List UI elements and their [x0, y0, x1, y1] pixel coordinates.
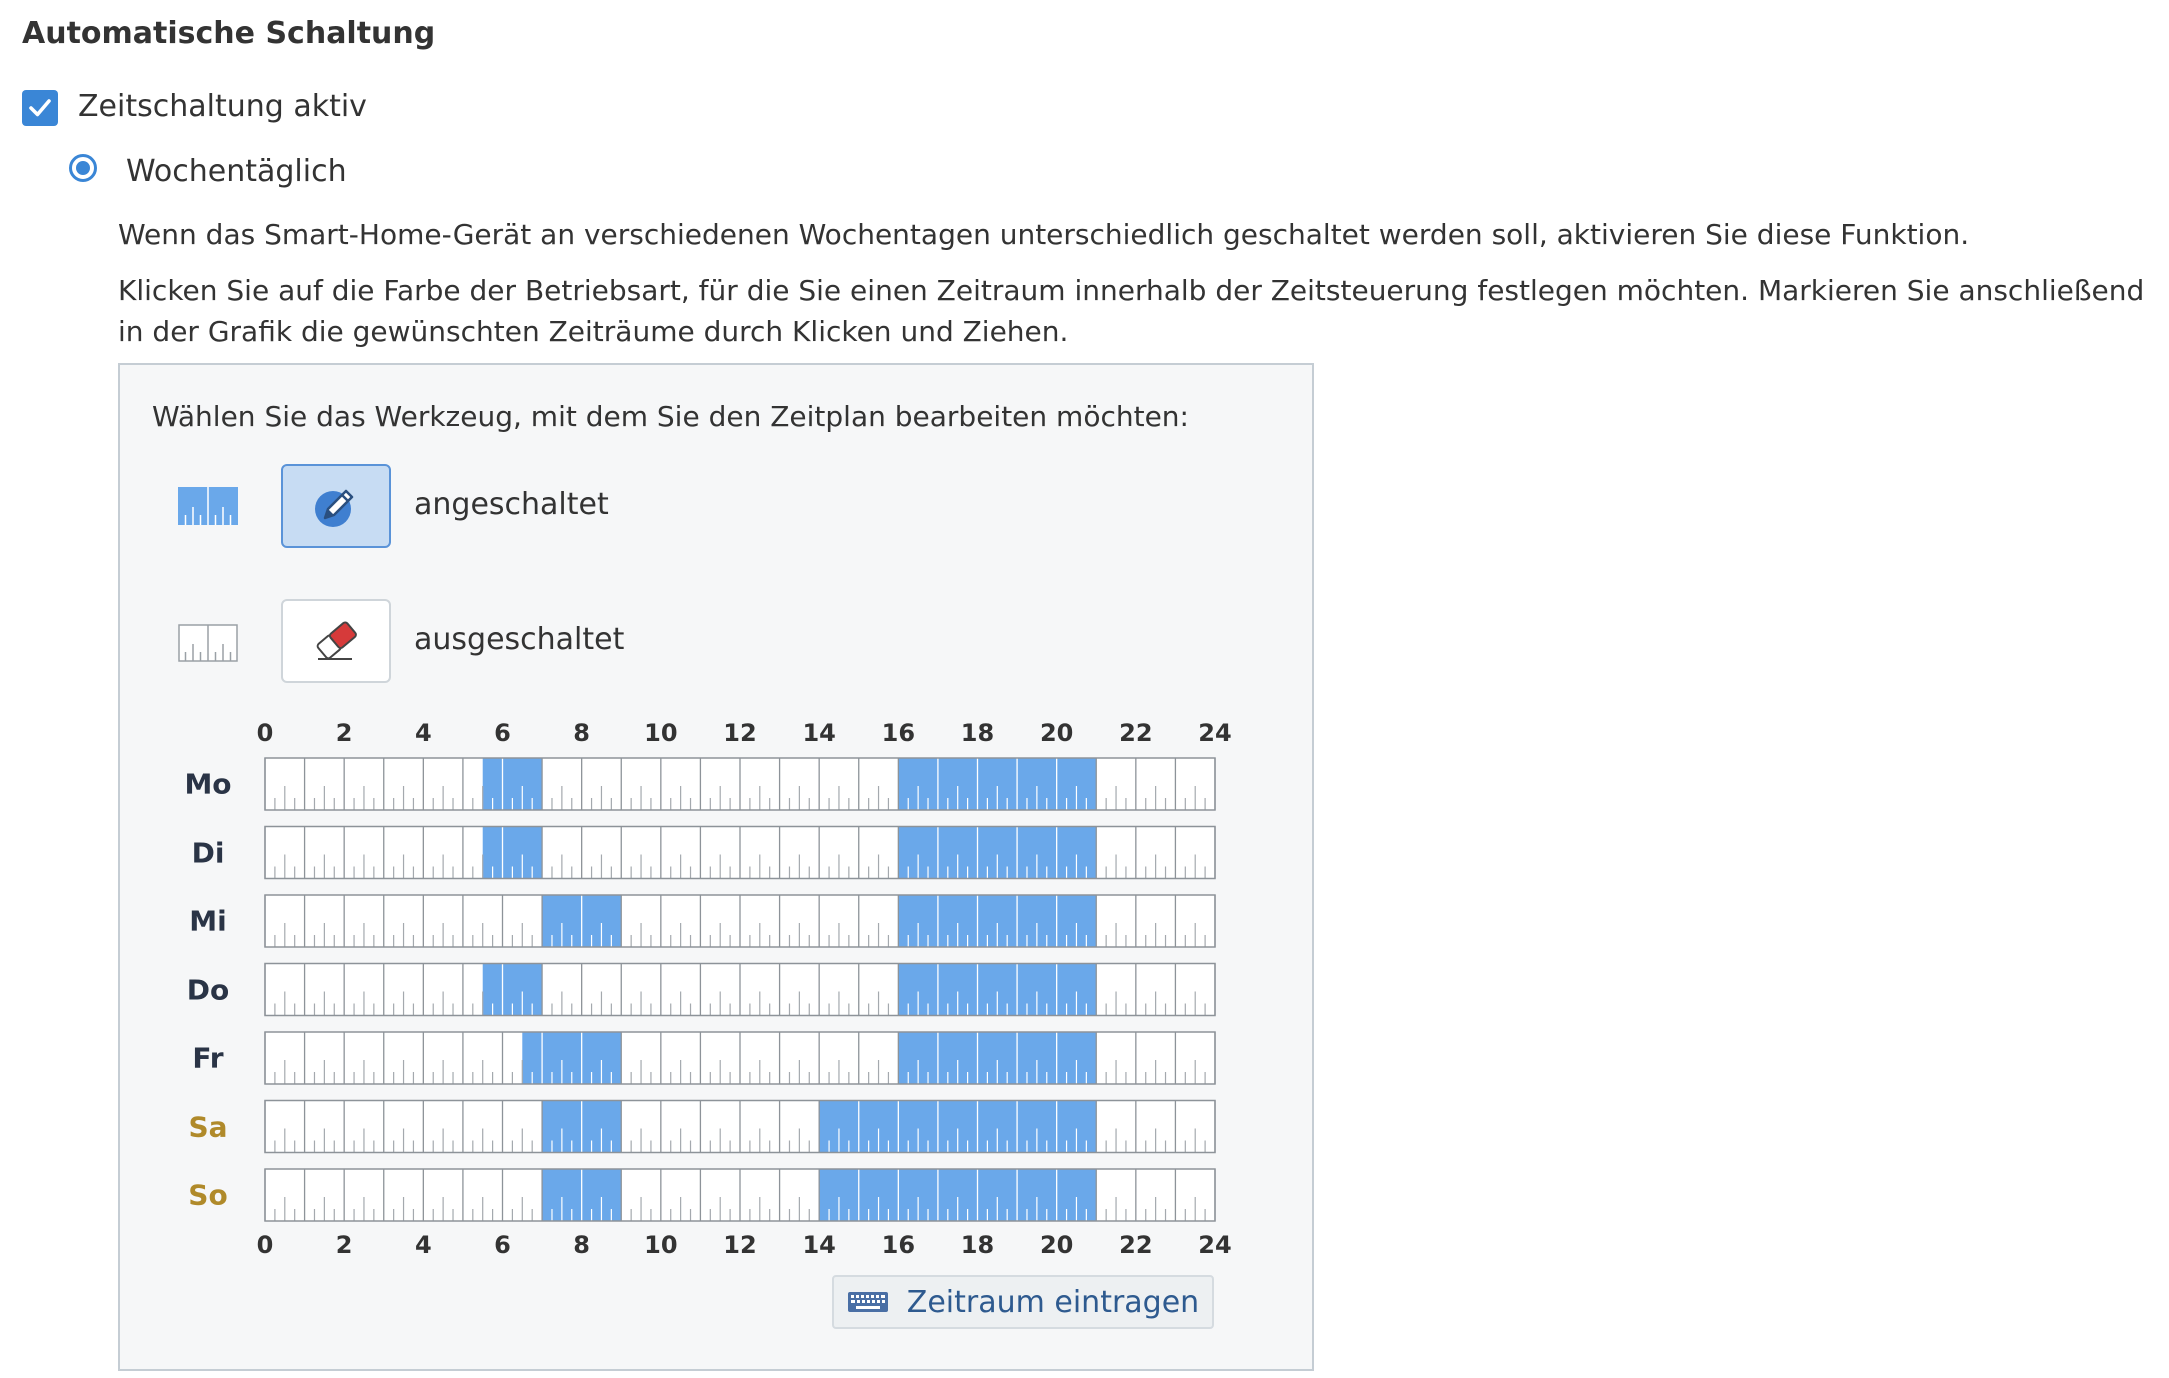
top-axis-tick-16: 16 [881, 719, 916, 747]
on-tool-label: angeschaltet [414, 487, 609, 522]
schedule-row-so[interactable] [265, 1169, 1215, 1221]
bottom-axis-tick-20: 20 [1039, 1231, 1074, 1259]
bottom-axis-tick-0: 0 [256, 1231, 274, 1259]
top-axis-tick-18: 18 [960, 719, 995, 747]
day-label-do: Do [186, 973, 230, 1006]
schedule-row-mi[interactable] [265, 895, 1215, 947]
bottom-axis-tick-24: 24 [1198, 1231, 1232, 1259]
day-label-so: So [188, 1178, 228, 1212]
schedule-row-do[interactable] [265, 964, 1215, 1016]
section-title: Automatische Schaltung [22, 16, 436, 51]
top-axis-tick-4: 4 [414, 719, 432, 747]
bottom-axis-tick-12: 12 [723, 1231, 757, 1259]
bottom-axis-tick-2: 2 [335, 1231, 353, 1259]
bottom-axis-tick-16: 16 [881, 1231, 916, 1259]
description-text: Wenn das Smart-Home-Gerät an verschiedenen Wochentagen unterschiedlich geschaltet werden soll, aktivieren Sie diese Funktion. [118, 218, 1970, 251]
enter-period-label: Zeitraum eintragen [906, 1284, 1200, 1320]
bottom-axis-tick-22: 22 [1119, 1231, 1153, 1259]
pencil-tool-button[interactable] [281, 464, 391, 548]
top-axis-tick-8: 8 [573, 719, 591, 747]
top-axis-tick-24: 24 [1198, 719, 1232, 747]
keyboard-icon [847, 1291, 889, 1313]
weekly-schedule-grid[interactable] [265, 758, 1215, 1226]
top-axis-tick-14: 14 [802, 719, 836, 747]
bottom-axis-tick-8: 8 [573, 1231, 591, 1259]
top-axis-tick-2: 2 [335, 719, 353, 747]
top-axis-tick-6: 6 [494, 719, 511, 747]
weekly-radio-label[interactable]: Wochentäglich [126, 154, 347, 189]
off-tool-label: ausgeschaltet [414, 622, 625, 657]
timer-active-label[interactable]: Zeitschaltung aktiv [78, 89, 367, 124]
eraser-icon [308, 613, 364, 669]
schedule-row-fr[interactable] [265, 1032, 1215, 1084]
weekly-radio[interactable] [69, 154, 97, 182]
schedule-row-sa[interactable] [265, 1101, 1215, 1153]
off-legend-swatch [178, 624, 238, 662]
bottom-axis-tick-10: 10 [644, 1231, 678, 1259]
bottom-axis-tick-6: 6 [494, 1231, 511, 1259]
day-label-fr: Fr [192, 1041, 224, 1075]
day-label-mi: Mi [189, 904, 227, 938]
on-legend-swatch [178, 487, 238, 525]
schedule-row-di[interactable] [265, 827, 1215, 879]
top-axis-tick-20: 20 [1039, 719, 1074, 747]
timer-active-checkbox[interactable] [22, 90, 58, 126]
bottom-axis-tick-14: 14 [802, 1231, 836, 1259]
checkmark-icon [27, 95, 53, 121]
top-axis-tick-12: 12 [723, 719, 757, 747]
eraser-tool-button[interactable] [281, 599, 391, 683]
day-label-sa: Sa [188, 1110, 228, 1143]
day-label-di: Di [191, 836, 225, 869]
day-label-mo: Mo [184, 767, 232, 801]
bottom-axis-tick-18: 18 [960, 1231, 995, 1259]
top-axis-tick-0: 0 [256, 719, 274, 747]
top-axis-tick-10: 10 [644, 719, 678, 747]
instructions-text: Klicken Sie auf die Farbe der Betriebsart, für die Sie einen Zeitraum innerhalb der Zeitsteuerung festlegen möchten. Markieren Sie anschließend in der Grafik die gewünschten Zeiträume durch Klicken und Ziehen. [118, 274, 2145, 348]
bottom-axis-tick-4: 4 [414, 1231, 432, 1259]
enter-period-button[interactable] [832, 1275, 1214, 1329]
schedule-row-mo[interactable] [265, 758, 1215, 810]
top-axis-tick-22: 22 [1119, 719, 1153, 747]
tool-select-intro: Wählen Sie das Werkzeug, mit dem Sie den Zeitplan bearbeiten möchten: [152, 400, 1189, 433]
pencil-icon [308, 478, 364, 534]
